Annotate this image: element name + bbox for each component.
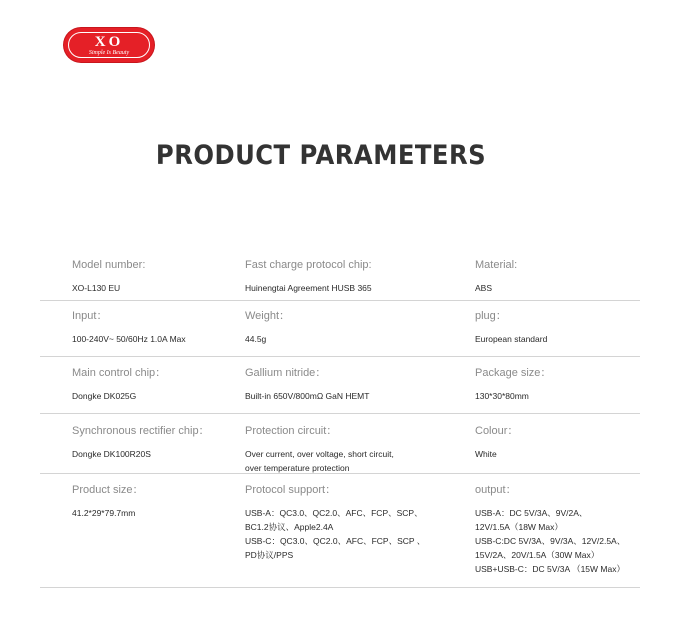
parameter-value-line: PD协议/PPS (245, 550, 294, 560)
parameter-value (72, 281, 237, 295)
parameter-value (245, 332, 467, 346)
parameter-cell-left (72, 309, 237, 346)
parameter-value-line: USB-A：QC3.0、QC2.0、AFC、FCP、SCP、 (245, 508, 423, 518)
parameter-label: Gallium nitride： (245, 367, 327, 379)
parameter-cell-right (475, 366, 670, 403)
parameter-value-line: 15V/2A、20V/1.5A（30W Max） (475, 550, 600, 560)
parameter-label: Protocol support： (245, 484, 337, 496)
parameter-value-line: White (475, 449, 497, 459)
parameter-label: plug： (475, 310, 507, 322)
logo-mark: XO (94, 34, 124, 50)
parameter-value-line: USB+USB-C：DC 5V/3A （15W Max） (475, 564, 625, 574)
brand-logo (64, 28, 154, 62)
parameter-cell-left (72, 258, 237, 295)
parameter-value (475, 447, 670, 461)
parameter-value-line: XO-L130 EU (72, 283, 121, 293)
parameter-value-line: Huinengtai Agreement HUSB 365 (245, 283, 372, 293)
parameter-cell-right (475, 309, 670, 346)
parameter-label: Fast charge protocol chip: (245, 259, 372, 271)
parameter-cell-left (72, 366, 237, 403)
parameter-value (72, 389, 237, 403)
parameter-label: Colour： (475, 425, 519, 437)
parameter-value (72, 506, 237, 520)
parameter-label: output： (475, 484, 517, 496)
parameter-value-line: Built-in 650V/800mΩ GaN HEMT (245, 391, 370, 401)
parameter-value (475, 281, 670, 295)
parameter-label: Package size： (475, 367, 552, 379)
parameter-cell-middle (245, 483, 467, 562)
page-title: PRODUCT PARAMETERS (155, 140, 487, 171)
parameter-cell-middle (245, 424, 467, 475)
parameter-label: Input： (72, 310, 108, 322)
parameter-value (475, 389, 670, 403)
row-divider (40, 473, 640, 474)
parameter-value-line: Dongke DK100R20S (72, 449, 151, 459)
row-divider (40, 413, 640, 414)
row-divider (40, 300, 640, 301)
parameter-label: Model number: (72, 259, 146, 271)
row-divider (40, 587, 640, 588)
parameter-label: Material: (475, 259, 518, 271)
parameter-label: Product size： (72, 484, 144, 496)
parameter-cell-right (475, 483, 670, 576)
parameter-value-line: 41.2*29*79.7mm (72, 508, 136, 518)
row-divider (40, 356, 640, 357)
parameter-cell-middle (245, 366, 467, 403)
parameter-value (245, 281, 467, 295)
parameter-value-line: Over current, over voltage, short circuit, (245, 449, 394, 459)
parameter-value (245, 447, 467, 475)
parameter-value-line: 12V/1.5A（18W Max） (475, 522, 563, 532)
parameter-value-line: BC1.2协议、Apple2.4A (245, 522, 334, 532)
parameter-cell-left (72, 424, 237, 461)
parameter-cell-left (72, 483, 237, 520)
parameter-cell-middle (245, 309, 467, 346)
logo-tagline: Simple Is Beauty (88, 50, 130, 56)
parameter-label: Main control chip： (72, 367, 167, 379)
parameter-label: Protection circuit： (245, 425, 338, 437)
parameter-value (245, 389, 467, 403)
parameter-cell-middle (245, 258, 467, 295)
parameter-value-line: Dongke DK025G (72, 391, 137, 401)
parameter-value-line: European standard (475, 334, 548, 344)
parameter-value-line: 100-240V~ 50/60Hz 1.0A Max (72, 334, 186, 344)
parameter-cell-right (475, 258, 670, 295)
parameter-value (475, 506, 670, 576)
parameter-value-line: USB-A：DC 5V/3A、9V/2A、 (475, 508, 588, 518)
parameter-value-line: USB-C：QC3.0、QC2.0、AFC、FCP、SCP 、 (245, 536, 426, 546)
parameter-value (245, 506, 467, 562)
parameter-label: Weight： (245, 310, 291, 322)
parameter-value-line: USB-C:DC 5V/3A、9V/3A、12V/2.5A、 (475, 536, 626, 546)
parameter-value (72, 332, 237, 346)
parameter-value (72, 447, 237, 461)
parameter-label: Synchronous rectifier chip： (72, 425, 210, 437)
parameter-value-line: 44.5g (245, 334, 267, 344)
parameter-cell-right (475, 424, 670, 461)
parameter-value (475, 332, 670, 346)
parameter-value-line: ABS (475, 283, 493, 293)
parameter-value-line: over temperature protection (245, 463, 350, 473)
parameter-value-line: 130*30*80mm (475, 391, 529, 401)
